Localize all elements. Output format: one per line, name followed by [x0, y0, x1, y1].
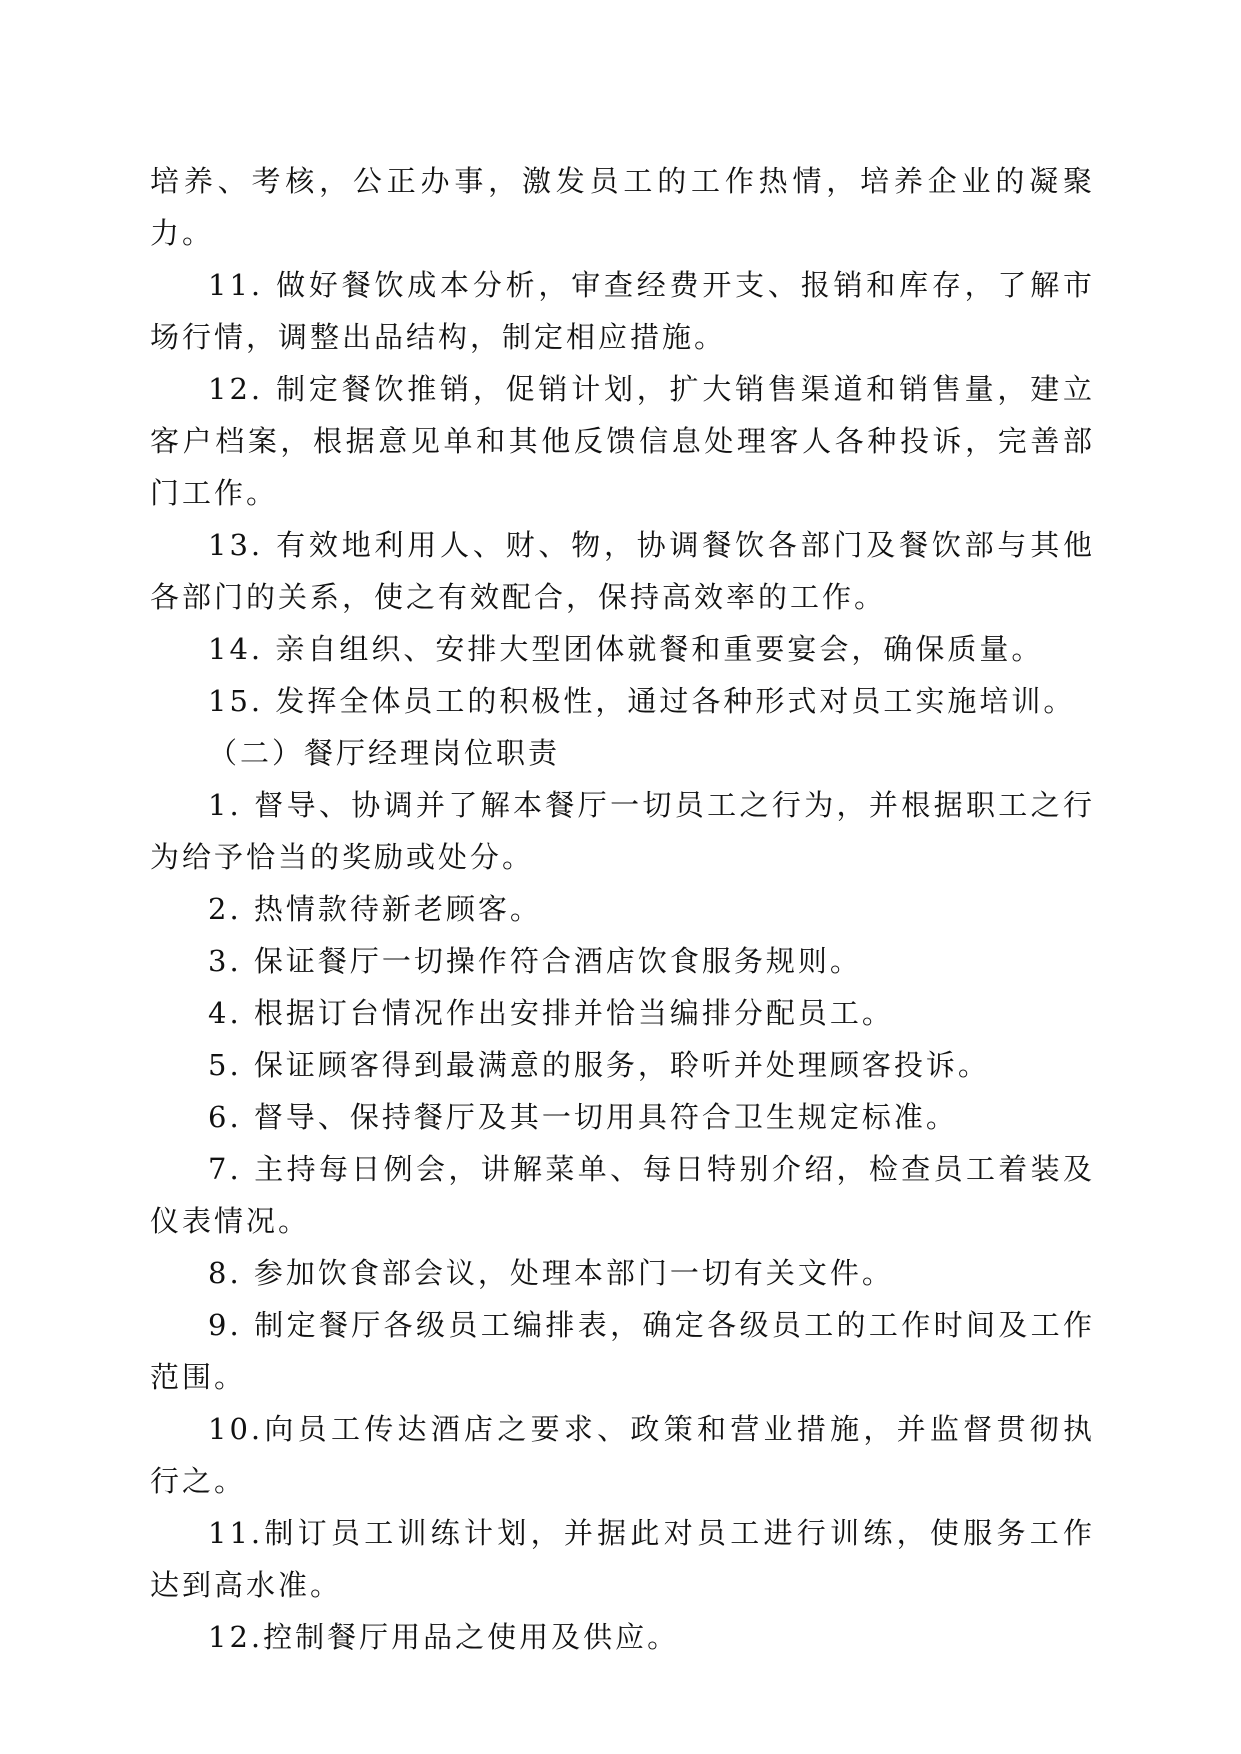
- paragraph-item-13: 13. 有效地利用人、财、物，协调餐饮各部门及餐饮部与其他各部门的关系，使之有效配合，保持高效率的工作。: [150, 528, 1095, 614]
- duty-item-7: 7. 主持每日例会，讲解菜单、每日特别介绍，检查员工着装及仪表情况。: [150, 1152, 1095, 1238]
- duty-item-9: 9. 制定餐厅各级员工编排表，确定各级员工的工作时间及工作范围。: [150, 1308, 1095, 1394]
- duty-item-4: 4. 根据订台情况作出安排并恰当编排分配员工。: [208, 996, 894, 1030]
- duty-item-3: 3. 保证餐厅一切操作符合酒店饮食服务规则。: [208, 944, 862, 978]
- duty-item-12: 12.控制餐厅用品之使用及供应。: [208, 1620, 680, 1654]
- paragraph-item-15: 15. 发挥全体员工的积极性，通过各种形式对员工实施培训。: [208, 684, 1076, 718]
- duty-item-2: 2. 热情款待新老顾客。: [208, 892, 542, 926]
- duty-item-6: 6. 督导、保持餐厅及其一切用具符合卫生规定标准。: [208, 1100, 958, 1134]
- section-heading: （二）餐厅经理岗位职责: [208, 736, 561, 770]
- document-body: [150, 155, 1095, 1663]
- duty-item-5: 5. 保证顾客得到最满意的服务，聆听并处理顾客投诉。: [208, 1048, 990, 1082]
- paragraph-continuation: 培养、考核，公正办事，激发员工的工作热情，培养企业的凝聚力。: [150, 164, 1095, 250]
- paragraph-item-12: 12. 制定餐饮推销，促销计划，扩大销售渠道和销售量，建立客户档案，根据意见单和其他反馈信息处理客人各种投诉，完善部门工作。: [150, 372, 1095, 510]
- duty-item-1: 1. 督导、协调并了解本餐厅一切员工之行为，并根据职工之行为给予恰当的奖励或处分。: [150, 788, 1095, 874]
- duty-item-11: 11.制订员工训练计划，并据此对员工进行训练，使服务工作达到高水准。: [150, 1516, 1095, 1602]
- duty-item-8: 8. 参加饮食部会议，处理本部门一切有关文件。: [208, 1256, 894, 1290]
- paragraph-item-11: 11. 做好餐饮成本分析，审查经费开支、报销和库存，了解市场行情，调整出品结构，制定相应措施。: [150, 268, 1095, 354]
- paragraph-item-14: 14. 亲自组织、安排大型团体就餐和重要宴会，确保质量。: [208, 632, 1044, 666]
- duty-item-10: 10.向员工传达酒店之要求、政策和营业措施，并监督贯彻执行之。: [150, 1412, 1095, 1498]
